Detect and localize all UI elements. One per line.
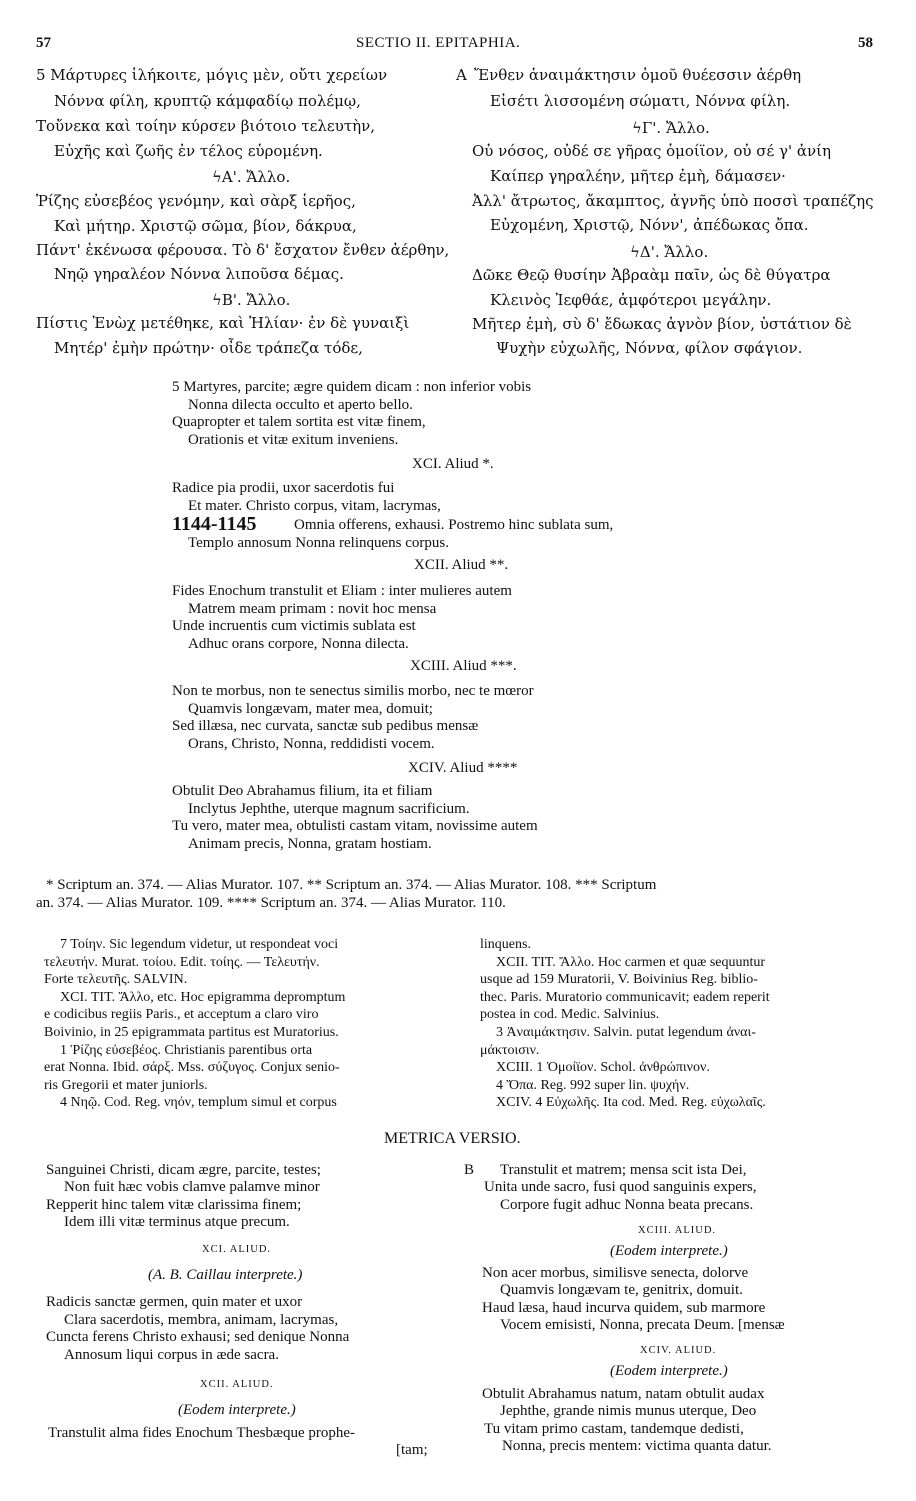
latin-line: Inclytus Jephthe, uterque magnum sacrificium.	[188, 801, 470, 817]
latin-line: Tu vero, mater mea, obtulisti castam vitam, novissime autem	[172, 818, 538, 834]
running-title: SECTIO II. EPITAPHIA.	[356, 35, 521, 51]
verse-line: Idem illi vitæ terminus atque precum.	[64, 1214, 290, 1230]
latin-line: Obtulit Deo Abrahamus filium, ita et filiam	[172, 783, 433, 799]
note-line: linquens.	[480, 937, 531, 952]
greek-left-line: 5 Μάρτυρες ἱλήκοιτε, μόγις μὲν, οὔτι χερείων	[36, 66, 388, 84]
greek-right-line: Ἔνθεν ἀναιμάκτησιν ὁμοῦ θυέεσσιν ἀέρθη	[474, 66, 802, 84]
verse-line: Non acer morbus, similisve senecta, dolorve	[482, 1265, 749, 1281]
latin-line: Quapropter et talem sortita est vitæ finem,	[172, 414, 426, 430]
latin-line: Matrem meam primam : novit hoc mensa	[188, 601, 437, 617]
verse-line: Jephthe, grande nimis munus uterque, Deo	[500, 1403, 757, 1419]
epigram-heading: ϟΓ'. Ἄλλο.	[632, 119, 710, 137]
verse-line: Repperit hinc talem vitæ clarissima finem;	[46, 1197, 302, 1213]
greek-left-line: Εὐχῆς καὶ ζωῆς ἐν τέλος εὑρομένη.	[54, 142, 323, 160]
note-line: XCIV. 4 Εὐχωλῆς. Ita cod. Med. Reg. εὐχωλαῖς.	[496, 1095, 766, 1110]
interpreter-note: (Eodem interprete.)	[610, 1363, 728, 1379]
verse-line: Obtulit Abrahamus natum, natam obtulit audax	[482, 1386, 765, 1402]
verse-line: Transtulit alma fides Enochum Thesbæque prophe-	[48, 1425, 356, 1441]
epigram-heading: ϟΑ'. Ἄλλο.	[212, 168, 291, 186]
greek-left-line: Καὶ μήτηρ. Χριστῷ σῶμα, βίον, δάκρυα,	[54, 217, 357, 235]
note-line: ris Gregorii et mater juniorls.	[44, 1078, 208, 1093]
verse-line: Corpore fugit adhuc Nonna beata precans.	[500, 1197, 754, 1213]
greek-right-line: Κλεινὸς Ἰεφθάε, ἀμφότεροι μεγάλην.	[490, 291, 772, 309]
verse-line: Non fuit hæc vobis clamve palamve minor	[64, 1179, 320, 1195]
verse-line: Nonna, precis mentem: victima quanta datur.	[502, 1438, 772, 1454]
verse-heading: XCIV. ALIUD.	[640, 1345, 717, 1356]
section-title: METRICA VERSIO.	[384, 1130, 521, 1147]
interpreter-note: (A. B. Caillau interprete.)	[148, 1267, 303, 1283]
greek-right-line: Δῶκε Θεῷ θυσίην Ἀβραὰμ παῖν, ὡς δὲ θύγατρα	[472, 266, 831, 284]
latin-line: Unde incruentis cum victimis sublata est	[172, 618, 416, 634]
epigram-heading: ϟΒ'. Ἄλλο.	[212, 291, 291, 309]
verse-line: [tam;	[396, 1442, 428, 1458]
verse-line: Clara sacerdotis, membra, animam, lacrymas,	[64, 1312, 339, 1328]
greek-right-line: Οὐ νόσος, οὐδέ σε γῆρας ὁμοίϊον, οὐ σέ γ' ἀνίη	[472, 142, 832, 160]
note-line: erat Nonna. Ibid. σάρξ. Mss. σύζυγος. Conjux senio-	[44, 1060, 340, 1075]
column-number: 1144-1145	[172, 513, 257, 535]
latin-line: Et mater. Christo corpus, vitam, lacrymas,	[188, 498, 441, 514]
latin-line: Sed illæsa, nec curvata, sanctæ sub pedibus mensæ	[172, 718, 479, 734]
note-line: μάκτοισιν.	[480, 1043, 540, 1058]
page-number-left: 57	[36, 35, 51, 51]
margin-letter-a: A	[456, 66, 467, 84]
latin-line: Omnia offerens, exhausi. Postremo hinc sublata sum,	[294, 517, 614, 533]
latin-line: Templo annosum Nonna relinquens corpus.	[188, 535, 449, 551]
latin-line: 5 Martyres, parcite; ægre quidem dicam : non inferior vobis	[172, 379, 532, 395]
epigram-heading: ϟΔ'. Ἄλλο.	[630, 243, 709, 261]
note-line: XCII. TIT. Ἄλλο. Hoc carmen et quæ sequuntur	[496, 955, 766, 970]
latin-line: Quamvis longævam, mater mea, domuit;	[188, 701, 433, 717]
greek-right-line: Εἰσέτι λισσομένη σώματι, Νόννα φίλη.	[490, 92, 791, 110]
note-line: 1 Ῥίζης εὐσεβέος. Christianis parentibus orta	[60, 1043, 313, 1058]
verse-line: Quamvis longævam te, genitrix, domuit.	[500, 1282, 743, 1298]
note-line: 7 Τοίην. Sic legendum videtur, ut respondeat voci	[60, 937, 339, 952]
verse-line: Transtulit et matrem; mensa scit ista Dei,	[500, 1162, 747, 1178]
greek-left-line: Πίστις Ἐνὼχ μετέθηκε, καὶ Ἠλίαν· ἐν δὲ γυναιξὶ	[36, 314, 410, 332]
latin-line: Animam precis, Nonna, gratam hostiam.	[188, 836, 432, 852]
greek-right-line: Καίπερ γηραλέην, μῆτερ ἐμὴ, δάμασεν·	[490, 167, 786, 185]
note-line: XCIII. 1 Ὁμοίϊον. Schol. ἀνθρώπινον.	[496, 1060, 710, 1075]
note-line: Boivinio, in 25 epigrammata partitus est Muratorius.	[44, 1025, 339, 1040]
interpreter-note: (Eodem interprete.)	[610, 1243, 728, 1259]
note-line: 4 Ὄπα. Reg. 992 super lin. ψυχήν.	[496, 1078, 690, 1093]
verse-line: Cuncta ferens Christo exhausi; sed denique Nonna	[46, 1329, 350, 1345]
latin-line: Adhuc orans corpore, Nonna dilecta.	[188, 636, 409, 652]
greek-left-line: Νηῷ γηραλέον Νόννα λιποῦσα δέμας.	[54, 265, 344, 283]
greek-right-line: Εὐχομένη, Χριστῷ, Νόνν', ἀπέδωκας ὄπα.	[490, 216, 809, 234]
footnote-line: an. 374. — Alias Murator. 109. **** Scriptum an. 374. — Alias Murator. 110.	[36, 895, 506, 911]
note-line: 3 Ἀναιμάκτησιν. Salvin. putat legendum ἀναι-	[496, 1025, 756, 1040]
note-line: 4 Νηῷ. Cod. Reg. νηόν, templum simul et corpus	[60, 1095, 337, 1110]
note-line: thec. Paris. Muratorio communicavit; eadem reperit	[480, 990, 770, 1005]
note-line: τελευτήν. Murat. τοίου. Edit. τοίης. — Τελευτήν.	[44, 955, 320, 970]
verse-heading: XCII. ALIUD.	[200, 1379, 274, 1390]
greek-left-line: Νόννα φίλη, κρυπτῷ κάμφαδίῳ πολέμῳ,	[54, 92, 361, 110]
verse-line: Annosum liqui corpus in æde sacra.	[64, 1347, 279, 1363]
greek-right-line: Ψυχὴν εὐχωλῆς, Νόννα, φίλον σφάγιον.	[496, 339, 803, 357]
latin-heading: XCII. Aliud **.	[414, 557, 509, 573]
greek-left-line: Μητέρ' ἐμὴν πρώτην· οἶδε τράπεζα τόδε,	[54, 339, 363, 357]
interpreter-note: (Eodem interprete.)	[178, 1402, 296, 1418]
verse-line: Unita unde sacro, fusi quod sanguinis expers,	[484, 1179, 757, 1195]
verse-line: Tu vitam primo castam, tandemque dedisti,	[484, 1421, 744, 1437]
latin-heading: XCI. Aliud *.	[412, 456, 494, 472]
footnote-line: * Scriptum an. 374. — Alias Murator. 107. ** Scriptum an. 374. — Alias Murator. 108. *** Scriptum	[46, 877, 657, 893]
latin-heading: XCIV. Aliud ****	[408, 760, 518, 776]
verse-line: Radicis sanctæ germen, quin mater et uxor	[46, 1294, 303, 1310]
verse-line: Vocem emisisti, Nonna, precata Deum. [mensæ	[500, 1317, 785, 1333]
margin-letter-b: B	[464, 1162, 475, 1178]
greek-right-line: Μῆτερ ἐμὴ, σὺ δ' ἔδωκας ἁγνὸν βίον, ὑστάτιον δὲ	[472, 315, 852, 333]
latin-line: Fides Enochum transtulit et Eliam : inter mulieres autem	[172, 583, 512, 599]
latin-line: Orans, Christo, Nonna, reddidisti vocem.	[188, 736, 435, 752]
verse-line: Haud læsa, haud incurva quidem, sub marmore	[482, 1300, 766, 1316]
note-line: Forte τελευτῆς. SALVIN.	[44, 972, 188, 987]
verse-line: Sanguinei Christi, dicam ægre, parcite, testes;	[46, 1162, 321, 1178]
greek-left-line: Τοὔνεκα καὶ τοίην κύρσεν βιότοιο τελευτὴν,	[36, 117, 375, 135]
note-line: usque ad 159 Muratorii, V. Boivinius Reg. biblio-	[480, 972, 758, 987]
verse-heading: XCIII. ALIUD.	[638, 1225, 717, 1236]
note-line: e codicibus regiis Paris., et acceptum a claro viro	[44, 1007, 319, 1022]
greek-left-line: Ῥίζης εὐσεβέος γενόμην, καὶ σὰρξ ἱερῆος,	[36, 192, 356, 210]
latin-line: Radice pia prodii, uxor sacerdotis fui	[172, 480, 395, 496]
latin-line: Non te morbus, non te senectus similis morbo, nec te mœror	[172, 683, 534, 699]
greek-left-line: Πάντ' ἐκένωσα φέρουσα. Τὸ δ' ἔσχατον ἔνθεν ἀέρθην,	[36, 241, 450, 259]
verse-heading: XCI. ALIUD.	[202, 1244, 272, 1255]
latin-line: Nonna dilecta occulto et aperto bello.	[188, 397, 413, 413]
note-line: XCI. TIT. Ἄλλο, etc. Hoc epigramma depromptum	[60, 990, 346, 1005]
latin-line: Orationis et vitæ exitum inveniens.	[188, 432, 399, 448]
greek-right-line: Ἀλλ' ἄτρωτος, ἄκαμπτος, ἁγνῆς ὑπὸ ποσσὶ τραπέζης	[472, 192, 874, 210]
note-line: postea in cod. Medic. Salvinius.	[480, 1007, 660, 1022]
latin-heading: XCIII. Aliud ***.	[410, 658, 517, 674]
page-number-right: 58	[858, 35, 873, 51]
